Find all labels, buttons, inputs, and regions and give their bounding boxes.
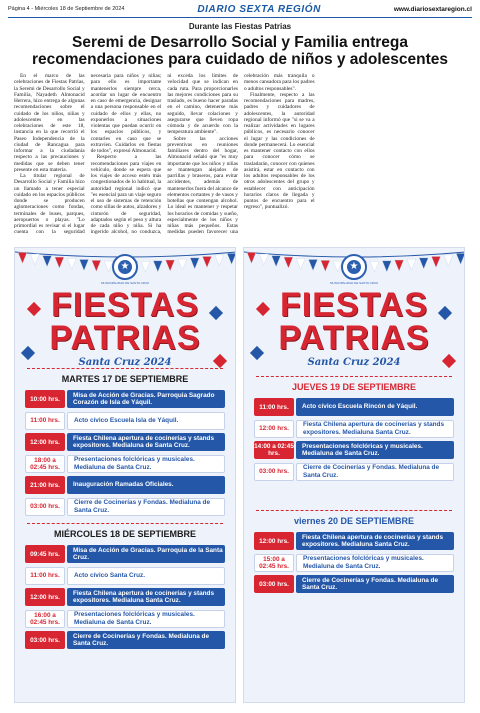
event-time: 18:00 a 02:45 hrs. [25, 455, 65, 473]
event-time: 12:00 hrs. [25, 433, 65, 451]
event-time: 12:00 hrs. [25, 588, 65, 606]
event-time: 03:00 hrs. [254, 575, 294, 593]
event-activity: Acto cívico Escuela Isla de Yáquil. [67, 412, 225, 430]
schedule-row [15, 455, 235, 473]
event-time: 03:00 hrs. [25, 498, 65, 516]
municipal-seal-icon: ★ [112, 254, 138, 280]
event-activity: Cierre de Cocinerías y Fondas. Medialuna de Santa Cruz. [296, 463, 454, 481]
paragraph: Respecto a las recomendaciones para viajes en vehículo, donde se espera que los viajes de acceso estén más congestionados de lo habitual, la autoridad regional indicó que "es esencial para un viaje seguro el uso de sistemas de retención como sillas de autos, alzadores y cinturón de seguridad, adaptados según el peso y altura de cada niño y niña. Si ha ingerido alcohol, no conduzca, ni exceda los límites de velocidad que se indican en cada ruta. Para proporcionarles las mejores condiciones para su traslado, es bueno hacer paradas en el camino, detenerse más seguido, llevar colaciones y asegurarse que lleven ropa cómoda y de acuerdo con la temperatura ambiente". [90, 73, 238, 236]
poster-title-line2: PATRIAS [278, 319, 430, 357]
day-divider [256, 510, 452, 513]
paragraph: Finalmente, respecto a las recomendaciones para madres, padres y cuidadores de adolescentes, la autoridad regional informó que "si se va a realizar actividades en lugares públicos, es necesario conocer el lugar y las condiciones de donde permanecerá. Lo esencial es mantener contacto con ellos para conocer cómo se trasladarán, conocer con quienes asistirá, estar en contacto con los adultos responsables de los otros adolescentes del grupo y establecer con anticipación horarios claros de llegada y puntos de encuentro para el regreso", puntualizó. [243, 91, 315, 211]
event-time: 15:00 a 02:45 hrs. [254, 554, 294, 572]
event-activity: Presentaciones folclóricas y musicales. Medialuna de Santa Cruz. [296, 554, 454, 572]
schedule-row [15, 412, 235, 430]
website-link[interactable]: www.diariosextaregion.cl [393, 5, 472, 13]
event-time: 14:00 a 02:45 hrs. [254, 443, 294, 457]
event-time: 16:00 a 02:45 hrs. [25, 610, 65, 628]
poster-fiestas-patrias-right [243, 247, 465, 703]
poster-title-line2: PATRIAS [49, 319, 201, 357]
article-kicker: Durante las Fiestas Patrias [188, 22, 292, 31]
schedule-row [15, 476, 235, 494]
paragraph: La titular regional de Desarrollo Social y Familia hizo un llamado a tener especial cuidado en los espacios públicos donde se producen aglomeraciones como fondas, terminales de buses, parques, aeropuertos o playas. "Lo primordial es revisar si el lugar cuenta con la seguridad necesaria para niños y niñas; para ello es importante mantenerlos siempre cerca, acordar un lugar de encuentro en caso de emergencia, designar a una persona responsable en el cuidado de ellos y ellas, no exponerlos a situaciones violentas que puedan ocurrir en los espacios públicos, y contarles en caso que se extravíen. Cuidarlos en fiestas de todos", expresó Almonacid. [14, 73, 162, 236]
header-rule [8, 17, 472, 18]
schedule-row [244, 532, 464, 550]
poster-title-line1: FIESTAS [50, 286, 200, 324]
event-time: 12:00 hrs. [254, 420, 294, 438]
page-header [8, 2, 472, 16]
event-time: 03:00 hrs. [25, 631, 65, 649]
event-time: 21:00 hrs. [25, 476, 65, 494]
event-time: 09:45 hrs. [25, 545, 65, 563]
schedule-row [244, 575, 464, 593]
event-activity: Misa de Acción de Gracias. Parroquia de la Santa Cruz. [67, 545, 225, 563]
event-activity: Fiesta Chilena apertura de cocinerías y stands expositores. Medialuna Santa Cruz. [296, 532, 454, 550]
municipal-seal-icon: ★ [341, 254, 367, 280]
event-activity: Misa de Acción de Gracias. Parroquia Sagrado Corazón de Isla de Yáquil. [67, 390, 225, 408]
event-activity: Cierre de Cocinerías y Fondas. Medialuna de Santa Cruz. [67, 631, 225, 649]
day-divider [27, 523, 223, 526]
event-activity: Acto cívico Santa Cruz. [67, 567, 225, 585]
schedule-row [15, 433, 235, 451]
schedule-row [15, 498, 235, 516]
schedule-row [15, 631, 235, 649]
event-activity: Fiesta Chilena apertura de cocinerías y stands expositores. Medialuna Santa Cruz. [67, 588, 225, 606]
event-activity: Cierre de Cocinerías y Fondas. Medialuna de Santa Cruz. [67, 498, 225, 516]
seal-caption: MUNICIPALIDAD DE SANTA CRUZ [101, 281, 149, 285]
schedule-row [244, 554, 464, 572]
event-time: 11:00 hrs. [25, 412, 65, 430]
schedule-row [15, 390, 235, 408]
poster-subtitle: Santa Cruz 2024 [78, 357, 172, 368]
paragraph: Sobre las acciones preventivas en reuniones familiares dentro del hogar, Almonacid señaló que "es muy importante que los niños y niñas se mantengan alejados de parrillas y braseros, para evitar accidentes, además de mantenerlos fuera del alcance de elementos cortantes y de vasos y botellas que contengan alcohol. Lo ideal es mantener y respetar los horarios de comidas y sueño, especialmente de los niños y niñas más pequeños. Estas medidas pueden favorecer una celebración más tranquila o menos cansadora para los padres o adultos responsables". [167, 73, 315, 236]
event-activity: Fiesta Chilena apertura de cocinerías y stands expositores. Medialuna de Santa Cruz. [67, 433, 225, 451]
page-info: Página 4 - Miércoles 18 de Septiembre de 2024 [8, 6, 125, 12]
day-divider [27, 368, 223, 371]
event-time: 10:00 hrs. [25, 390, 65, 408]
schedule-row [244, 420, 464, 438]
event-activity: Fiesta Chilena apertura de cocinerías y stands expositores. Medialuna Santa Cruz. [296, 420, 454, 438]
article-body [14, 73, 468, 241]
schedule-row [15, 610, 235, 628]
event-activity: Presentaciones folclóricas y musicales. Medialuna de Santa Cruz. [296, 441, 454, 459]
event-activity: Presentaciones folclóricas y musicales. Medialuna de Santa Cruz. [67, 455, 225, 473]
schedule-row [15, 545, 235, 563]
schedule-row [244, 398, 464, 416]
schedule-row [244, 463, 464, 481]
schedule-row [15, 567, 235, 585]
day-heading: viernes 20 DE SEPTIEMBRE [293, 516, 415, 526]
article-headline: Seremi de Desarrollo Social y Familia entrega recomendaciones para cuidado de niños y adolescentes [31, 34, 449, 68]
event-activity: Inauguración Ramadas Oficiales. [67, 476, 225, 494]
poster-title-line1: FIESTAS [279, 286, 429, 324]
poster-fiestas-patrias-left [14, 247, 236, 703]
day-heading: JUEVES 19 DE SEPTIEMBRE [291, 382, 417, 392]
day-divider [256, 376, 452, 379]
poster-subtitle: Santa Cruz 2024 [307, 357, 401, 368]
event-time: 03:00 hrs. [254, 463, 294, 481]
paragraph: En el marco de las celebraciones de Fiestas Patrias, la Seremi de Desarrollo Social y Familia, Nayadeth Almonacid Herrera, hizo entrega de algunas recomendaciones sobre el cuidado de los niños, niñas y adolescentes en las celebraciones de este 18, instancia en la que recorrió el Paseo Independencia de la ciudad de Rancagua para informar a la ciudadanía respecto a las precauciones y medidas que se deben tener presente en esta materia. [14, 73, 85, 173]
schedule-row [244, 441, 464, 459]
event-time: 11:00 hrs. [254, 398, 294, 416]
seal-caption: MUNICIPALIDAD DE SANTA CRUZ [330, 281, 378, 285]
day-heading: MIÉRCOLES 18 DE SEPTIEMBRE [53, 529, 197, 539]
event-activity: Acto cívico Escuela Rincón de Yáquil. [296, 398, 454, 416]
event-time: 11:00 hrs. [25, 567, 65, 585]
day-heading: MARTES 17 DE SEPTIEMBRE [61, 374, 189, 384]
event-activity: Cierre de Cocinerías y Fondas. Medialuna de Santa Cruz. [296, 575, 454, 593]
event-time: 12:00 hrs. [254, 532, 294, 550]
masthead: DIARIO SEXTA REGIÓN [197, 3, 321, 15]
event-activity: Presentaciones folclóricas y musicales. Medialuna de Santa Cruz. [67, 610, 225, 628]
schedule-row [15, 588, 235, 606]
